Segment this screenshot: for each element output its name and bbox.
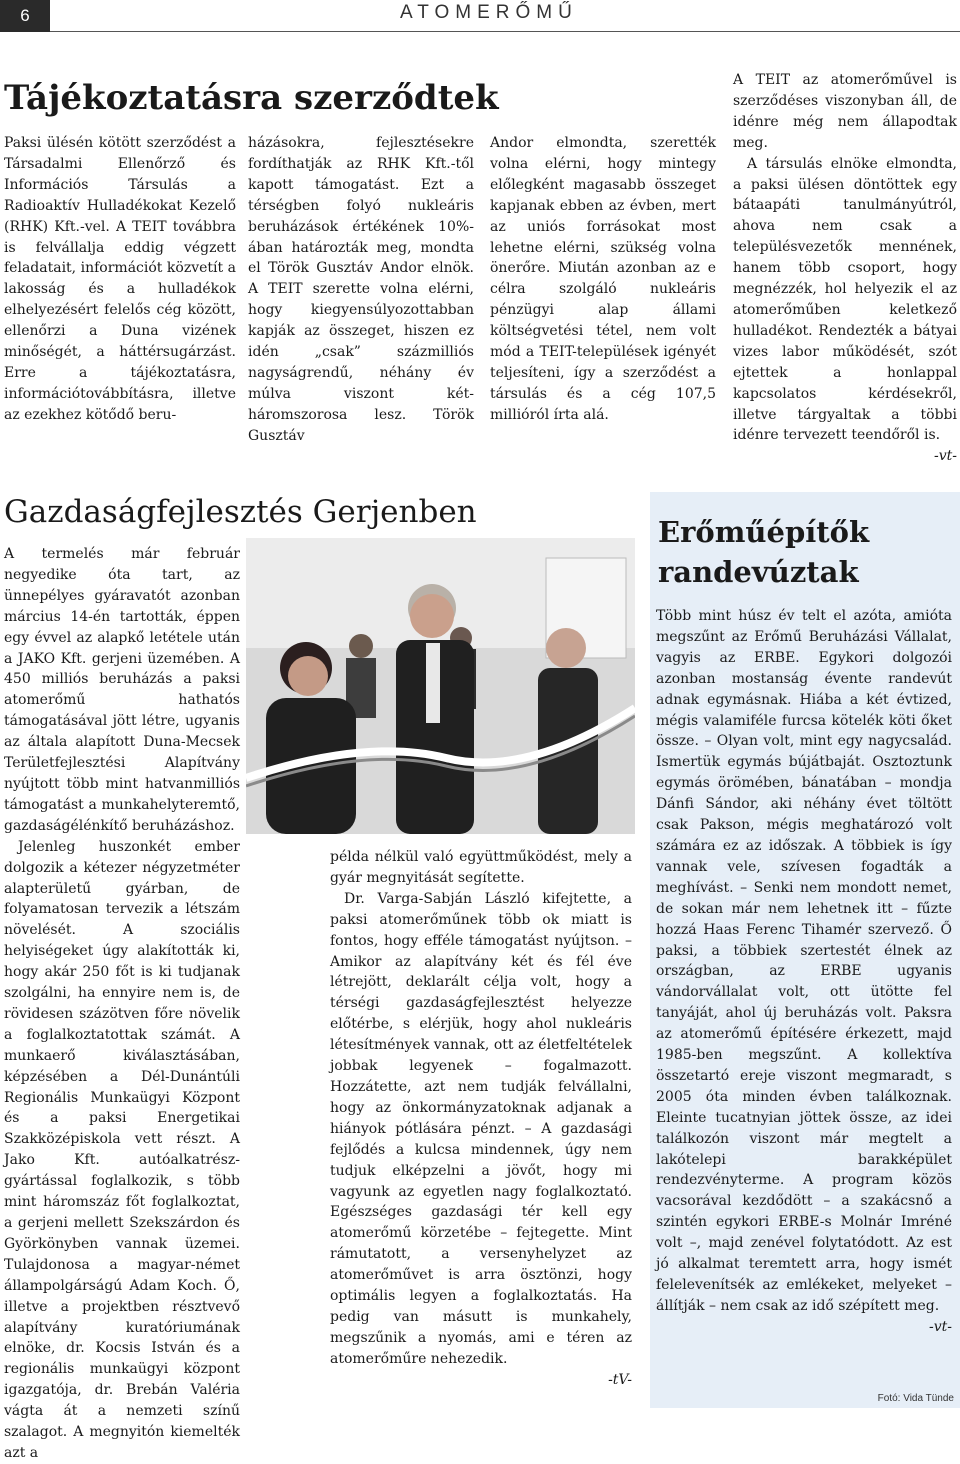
article2-col1b-text: Jelenleg huszonkét ember dolgozik a kétezer négyzetméter alapterületű gyárban, de folyamatosan tervezik a létszám növelését. A szociális helyiségeket úgy alakították ki, hogy akár 250 főt is ki tudjanak szolgálni, ha ennyire nem is, de rövidesen százötven főre növelik a foglalkoztatottak számát. A munkaerő kiválasztásában, képzésében a Dél-Dunántúli Regionális Munkaügyi Központ és a paksi Energetikai Szakközépiskola vett részt. A Jako Kft. autóalkatrész-gyártással foglalkozik, s több mint háromszáz főt foglalkoztat, a gerjeni mellett Szekszárdon és Györkönyben vannak üzemei. Tulajdonosa a magyar-német állampolgárságú Adam Koch. Ő, illetve a projektben résztvevő alapítvány kuratóriumának elnöke, dr. Kocsis István és a regionális munkaügyi központ igazgatója, dr. Brebán Valéria vágta át a nemzeti színű szalagot. A megnyitón kiemelték azt a [4, 838, 240, 1461]
article3-box [650, 492, 960, 1408]
article1-col1-text: Paksi ülésén kötött szerződést a Társadalmi Ellenőrző és Információs Társulás a Radioaktív Hulladékokat Kezelő (RHK) Kft.-vel. A TEIT továbbra is felvállalja eddig végzett feladatait, információt közvetít a lakosság és a hulladékok elhelyezésért felelős cég között, ellenőrzi a Duna vizének minőségét, a háttérsugárzást. Erre a tájékoztatásra, információtovábbításra, illetve az ezekhez kötődő beru- [4, 135, 236, 423]
article2-signature: -tV- [608, 1371, 632, 1388]
article3-body [656, 606, 952, 1338]
article1-col4 [733, 70, 957, 467]
article2-title: Gazdaságfejlesztés Gerjenben [4, 494, 477, 530]
article2-col1 [4, 544, 240, 1464]
article2-col2a-text: példa nélkül való együttműködést, mely a gyár megnyitását segítette. [330, 849, 632, 886]
article2-col1a-text: A termelés már február negyedike óta tart, az ünnepélyes gyáravatót azonban március 14-én tartották, éppen egy évvel az alapkő letétele után a JAKO Kft. gerjeni üzemében. A 450 milliós beruházás a paksi atomerőmű hathatós támogatásával jött létre, ugyanis az általa alapított Duna-Mecsek Területfejlesztési Alapítvány nyújtott több mint hatvanmilliós támogatást a munkahelyteremtő, gazdaságélénkítő beruházáshoz. [4, 546, 240, 834]
page-number: 6 [0, 0, 50, 32]
article2-col2 [246, 847, 632, 1391]
article3-title: Erőműépítők randevúztak [658, 515, 870, 589]
article1-col3 [490, 133, 716, 426]
article1-col4b-text: A társulás elnöke elmondta, a paksi ülésen döntöttek egy bátaapáti tanulmányútról, ahova nem csak a településvezetők mennének, hanem több csoport, hogy megnézzék, hol helyezik el az atomerőműben keletkező hulladékot. Rendezték a bátyai vizes labor működését, szót ejtettek a honlappal kapcsolatos kérdésekről, illetve tárgyaltak a többi idénre tervezett teendőről is. [733, 155, 957, 444]
header-rule [50, 31, 960, 32]
article1-col1 [4, 133, 236, 426]
article3-body-text: Több mint húsz év telt el azóta, amióta megszűnt az Erőmű Beruházási Vállalat, vagyis az ERBE. Egykori dolgozói azonban mostanság évente randevút adnak egymásnak. Hiába a két évtized, mégis valamiféle furcsa kötelék köti őket össze. – Olyan volt, mint egy nagycsalád. Ismertük egymás bújátbaját. Osztoztunk egymás örömében, bánatában – mondja Dánfi Sándor, aki néhány évet töltött csak Pakson, mégis meghatározó volt számára ez az időszak. A többiek is így vannak vele, szívesen fogadták a meghívást. – Senki nem mondott nemet, de sokan már nem lehetnek itt – fűzte hozzá Haas Ferenc Tihamér szervező. Ő paksi, a többiek szertestét élnek az országban, az ERBE ugyanis vándorvállalat volt, ott ütötte fel tanyáját, ahol új beruházás volt. Paksra az atomerőmű építésére érkezett, majd 1985-ben megszűnt. A kollektíva összetartó ereje viszont megmaradt, s 2005 óta minden évben találkoznak. Eleinte tucatnyian jöttek össze, az idei találkozón viszont már megtelt a lakótelepi barakképület rendezvénytermе. A program közös vacsorával kezdődött – a szakácsnő a szintén egykori ERBE-s Molnár Imréné volt –, majd zenével folytatódott. Az est jó alkalmat teremtett arra, hogy ismét felelevenítsék az emlékeket, melyeket – állítják – nem csak az idő szépített meg. [656, 608, 952, 1314]
article1-col4-text: A TEIT az atomerőművel is szerződéses viszonyban áll, de idénre még nem állapodtak meg. [733, 72, 957, 151]
article2-col2b-text: Dr. Varga-Sabján László kifejtette, a paksi atomerőműnek több ok miatt is fontos, hogy efféle támogatást nyújtson. – Amikor az alapítvány két és fél éve létrejött, deklarált célja volt, hogy a térségi gazdaságfejlesztést helyezze előtérbe, s elérjük, hogy ahol nukleáris létesítmények vannak, ott az életfeltételek jobbak legyenek – fogalmazott. Hozzátette, azt nem tudják felvállalni, hogy az önkormányzatoknak adjanak a hiányok pótlására pénzt. – A gazdasági fejlődés a kulcsa mindennek, úgy nem tudjuk elképzelni a jövőt, hogy mi vagyunk az egyetlen nagy foglalkoztató. Egészséges gazdasági tér kell egy atomerőmű körzetébe – fejtegette. Mint rámutatott, a versenyhelyzet az atomerőművet is arra ösztönzi, hogy optimális legyen a foglalkoztatás. Ha pedig van másutt is munkahely, megszűnik a nyomás, ami e téren az atomerőműre nehezedik. [330, 890, 632, 1367]
publication-title: ATOMERŐMŰ [400, 2, 578, 23]
article3-signature: -vt- [929, 1318, 952, 1335]
article1-col3-text: Andor elmondta, szerették volna elérni, hogy mintegy előlegként magasabb összeget kapjanak ebben az évben, mert az uniós forrásokat most lehetne elérni, szükség volna önerőre. Miután azonban az e célra szolgáló nukleáris pénzügyi alap állami költségvetési tétel, nem volt mód a TEIT-települések igényét teljesíteni, így a szerződést a társulás és a cég 107,5 millióról írta alá. [490, 135, 716, 423]
article1-col2 [248, 133, 474, 447]
article1-title: Tájékoztatásra szerződtek [4, 78, 499, 118]
photo-credit: Fotó: Vida Tünde [877, 1393, 954, 1404]
article1-col2-text: házásokra, fejlesztésekre fordíthatják az RHK Kft.-től kapott támogatást. Ezt a térségben folyó nukleáris beruházások értékének 10%-ában határozták meg, mondta el Török Gusztáv Andor elnök. A TEIT szerette volna elérni, hogy kiegyensúlyozottabban kapják az összeget, hiszen ez idén „csak” százmilliós nagyságrendű, néhány év múlva viszont két-háromszorosa lesz. Török Gusztáv [248, 135, 474, 444]
ceremony-photo [246, 538, 635, 834]
ceremony-photo-illustration [246, 538, 635, 834]
article1-signature: -vt- [934, 448, 957, 465]
